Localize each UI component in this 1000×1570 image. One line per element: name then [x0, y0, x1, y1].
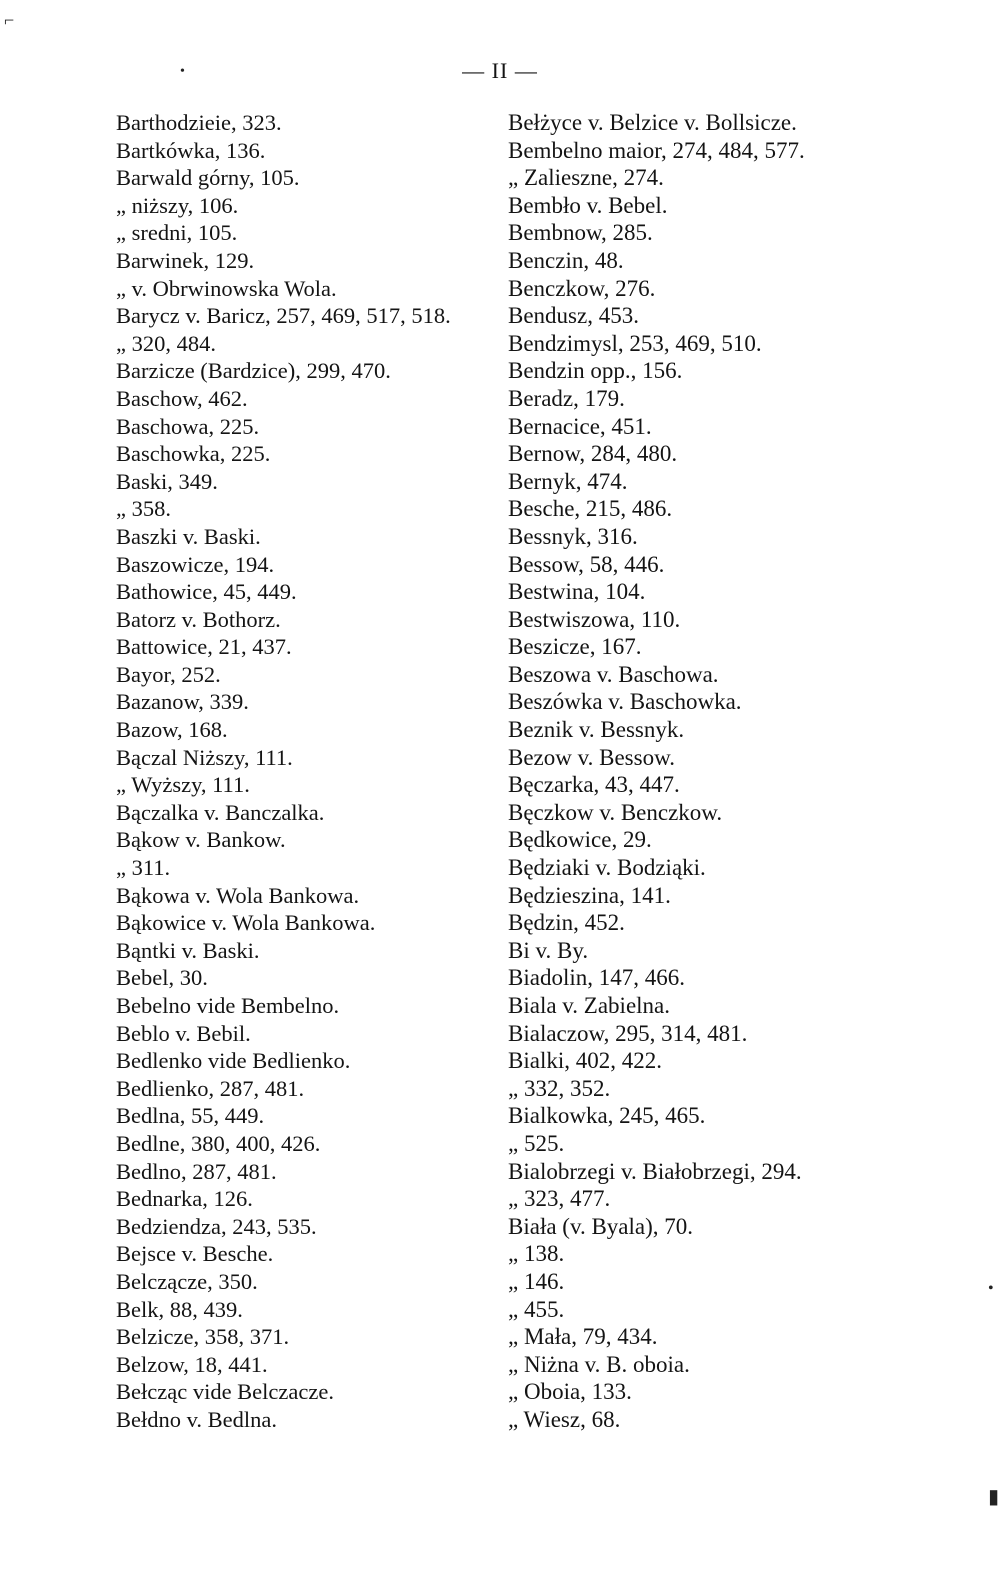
- index-entry: Beszówka v. Baschowka.: [508, 689, 742, 715]
- index-entry: Bebelno vide Bembelno.: [116, 993, 340, 1018]
- index-entry: Bi v. By.: [508, 937, 589, 963]
- index-entry: Besche, 215, 486.: [508, 496, 673, 522]
- index-entry: „ 323, 477.: [508, 1186, 611, 1212]
- index-entry: „ Mała, 79, 434.: [508, 1324, 658, 1350]
- index-entry: „ sredni, 105.: [116, 220, 238, 246]
- index-entry: Bembelno maior, 274, 484, 577.: [508, 137, 805, 163]
- index-entry: Bedlenko vide Bedlienko.: [116, 1048, 351, 1074]
- index-entry: Bendzin opp., 156.: [508, 358, 683, 384]
- index-entry: Baschow, 462.: [116, 385, 248, 411]
- index-entry: Bernow, 284, 480.: [508, 441, 678, 467]
- index-entry: Bessnyk, 316.: [508, 523, 638, 549]
- index-entry: Bendusz, 453.: [508, 303, 639, 329]
- index-entry: Belczącze, 350.: [116, 1268, 258, 1294]
- index-entry: „ 320, 484.: [116, 330, 216, 356]
- ink-speck: •: [180, 64, 185, 79]
- index-entry: Barthodzieie, 323.: [116, 110, 282, 135]
- index-entry: „ 332, 352.: [508, 1075, 611, 1101]
- index-entry: Bedziendza, 243, 535.: [116, 1213, 317, 1239]
- index-entry: Bęczkow v. Benczkow.: [508, 799, 723, 825]
- index-entry: Bembło v. Bebel.: [508, 192, 668, 218]
- index-entry: „ Wiesz, 68.: [508, 1406, 621, 1432]
- index-entry: „ 358.: [116, 496, 171, 522]
- index-entry: Bazanow, 339.: [116, 689, 249, 715]
- index-entry: „ Zalieszne, 274.: [508, 165, 664, 191]
- index-entry: Bęczarka, 43, 447.: [508, 772, 680, 798]
- index-entry: „ 525.: [508, 1130, 565, 1156]
- index-entry: Będziaki v. Bodziąki.: [508, 855, 706, 881]
- index-entry: Bazow, 168.: [116, 717, 228, 743]
- index-entry: Bendzimysl, 253, 469, 510.: [508, 330, 762, 356]
- index-entry: Beblo v. Bebil.: [116, 1020, 251, 1046]
- index-entry: Baszowicze, 194.: [116, 551, 275, 577]
- index-column-right: [508, 109, 838, 1434]
- index-entry: Bialaczow, 295, 314, 481.: [508, 1020, 748, 1046]
- index-entry: Beszicze, 167.: [508, 634, 642, 660]
- index-entry: Benczin, 48.: [508, 247, 624, 273]
- index-entry: Bestwiszowa, 110.: [508, 606, 681, 632]
- index-entry: Bestwina, 104.: [508, 579, 646, 605]
- index-entry: Bąkowice v. Wola Bankowa.: [116, 910, 376, 936]
- index-entry: „ v. Obrwinowska Wola.: [116, 275, 337, 301]
- index-entry: Bartkówka, 136.: [116, 137, 266, 163]
- index-entry: Battowice, 21, 437.: [116, 634, 292, 660]
- index-entry: Bedlne, 380, 400, 426.: [116, 1130, 321, 1156]
- index-entry: „ 146.: [508, 1268, 565, 1294]
- index-entry: Benczkow, 276.: [508, 275, 656, 301]
- index-entry: Baski, 349.: [116, 468, 218, 494]
- index-entry: Barwinek, 129.: [116, 247, 255, 273]
- index-entry: Belzow, 18, 441.: [116, 1351, 268, 1377]
- index-entry: „ 138.: [508, 1241, 565, 1267]
- index-entry: Bebel, 30.: [116, 965, 208, 991]
- index-entry: Będzieszina, 141.: [508, 882, 671, 908]
- index-entry: Beszowa v. Baschowa.: [508, 661, 719, 687]
- index-entry: Baschowa, 225.: [116, 413, 260, 439]
- index-entry: Bąkowa v. Wola Bankowa.: [116, 882, 360, 908]
- ink-speck: •: [988, 1280, 994, 1297]
- index-entry: Bejsce v. Besche.: [116, 1241, 274, 1267]
- index-entry: Batorz v. Bothorz.: [116, 606, 281, 632]
- index-entry: Bednarka, 126.: [116, 1186, 253, 1212]
- index-entry: Barycz v. Baricz, 257, 469, 517, 518.: [116, 303, 451, 329]
- index-entry: Bąntki v. Baski.: [116, 937, 260, 963]
- index-entry: Bathowice, 45, 449.: [116, 579, 297, 605]
- index-entry: Bernyk, 474.: [508, 468, 628, 494]
- ink-speck: ⌐: [4, 10, 15, 30]
- index-entry: Bembnow, 285.: [508, 220, 653, 246]
- page-number: — II —: [462, 58, 538, 83]
- index-entry: Bedlna, 55, 449.: [116, 1103, 265, 1129]
- index-entry: Biadolin, 147, 466.: [508, 965, 685, 991]
- index-entry: Baschowka, 225.: [116, 441, 271, 467]
- index-entry: Bayor, 252.: [116, 661, 221, 687]
- index-entry: Beradz, 179.: [508, 385, 625, 411]
- index-entry: Bączalka v. Banczalka.: [116, 799, 325, 825]
- index-entry: Baszki v. Baski.: [116, 523, 261, 549]
- index-entry: Beznik v. Bessnyk.: [508, 717, 685, 743]
- index-column-left: [116, 109, 526, 1434]
- index-entry: Bełżyce v. Belzice v. Bollsicze.: [508, 110, 797, 135]
- index-entry: Barzicze (Bardzice), 299, 470.: [116, 358, 391, 384]
- index-entry: „ Oboia, 133.: [508, 1379, 632, 1405]
- index-entry: Bialki, 402, 422.: [508, 1048, 662, 1074]
- index-entry: Bernacice, 451.: [508, 413, 652, 439]
- index-entry: Bedlno, 287, 481.: [116, 1158, 277, 1184]
- index-entry: Bialobrzegi v. Białobrzegi, 294.: [508, 1158, 802, 1184]
- index-entry: Bączal Niższy, 111.: [116, 744, 293, 770]
- index-entry: Będzin, 452.: [508, 910, 625, 936]
- index-entry: „ 455.: [508, 1296, 565, 1322]
- index-entry: Będkowice, 29.: [508, 827, 652, 853]
- index-entry: Biała (v. Byala), 70.: [508, 1213, 694, 1239]
- index-entry: Bessow, 58, 446.: [508, 551, 665, 577]
- index-entry: Biala v. Zabielna.: [508, 993, 670, 1018]
- index-entry: „ niższy, 106.: [116, 192, 239, 218]
- index-entry: Bedlienko, 287, 481.: [116, 1075, 305, 1101]
- index-entry: „ Wyższy, 111.: [116, 772, 250, 798]
- index-entry: Barwald górny, 105.: [116, 165, 300, 191]
- index-entry: Bełcząc vide Belczacze.: [116, 1379, 334, 1405]
- index-entry: Bialkowka, 245, 465.: [508, 1103, 706, 1129]
- index-entry: Bąkow v. Bankow.: [116, 827, 286, 853]
- ink-speck: ▮: [988, 1486, 1000, 1508]
- index-entry: Belk, 88, 439.: [116, 1296, 243, 1322]
- index-entry: „ Niżna v. B. oboia.: [508, 1351, 690, 1377]
- index-entry: Belzicze, 358, 371.: [116, 1324, 290, 1350]
- index-entry: Bełdno v. Bedlna.: [116, 1406, 278, 1432]
- index-entry: Bezow v. Bessow.: [508, 744, 675, 770]
- index-entry: „ 311.: [116, 855, 171, 881]
